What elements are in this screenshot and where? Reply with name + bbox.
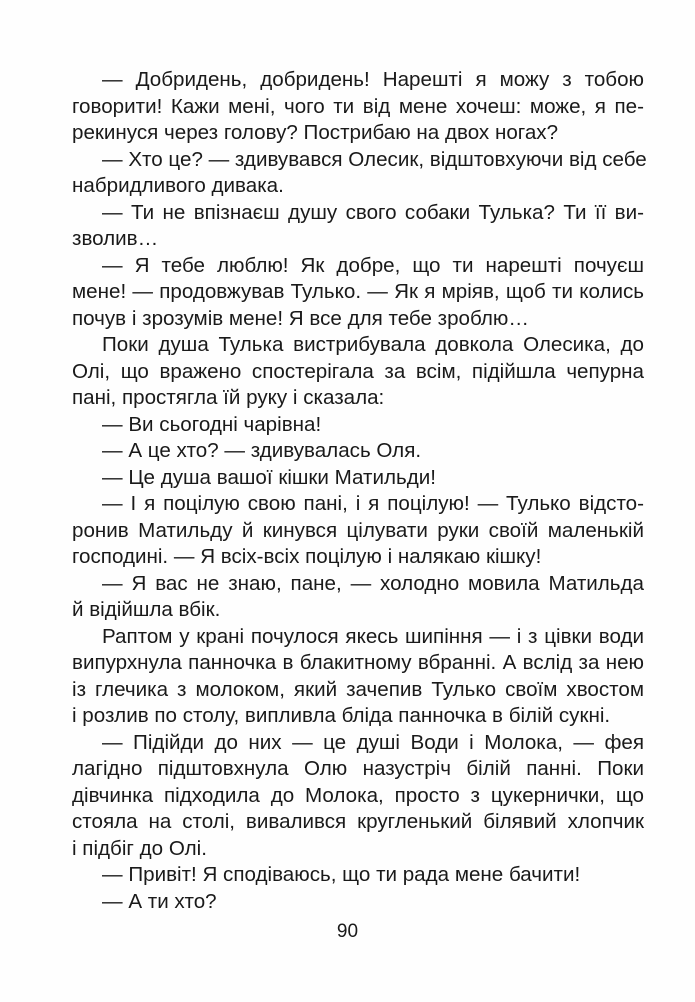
text-line: — Ви сьогодні чарівна! xyxy=(102,412,322,436)
text-line: — Хто це? — здивувався Олесик, відштовхуючи від себе xyxy=(102,147,647,171)
text-line: почув і зрозумів мене! Я все для тебе зроблю… xyxy=(72,306,529,330)
text-line: — І я поцілую свою пані, і я поцілую! — Тулько відсто- xyxy=(102,492,644,515)
text-line: дівчинка підходила до Молока, просто з цукернички, що xyxy=(72,783,644,807)
text-line: рекинуся через голову? Пострибаю на двох ногах? xyxy=(72,121,559,144)
text-line: — Це душа вашої кішки Матильди! xyxy=(102,465,436,489)
page-number: 90 xyxy=(336,921,359,942)
text-line: ронив Матильду й кинувся цілувати руки своїй маленькій xyxy=(72,518,644,542)
text-line: — Я вас не знаю, пане, — холодно мовила Матильда xyxy=(102,571,644,595)
text-line: — Підійди до них — це душі Води і Молока, — фея xyxy=(102,730,644,754)
text-line: стояла на столі, вивалився кругленький білявий хлопчик xyxy=(72,810,644,833)
text-line: й відійшла вбік. xyxy=(72,598,221,621)
text-line: — Добридень, добридень! Нарешті я можу з тобою xyxy=(102,68,644,91)
text-line: — Привіт! Я сподіваюсь, що ти рада мене бачити! xyxy=(102,863,581,886)
text-line: Олі, що вражено спостерігала за всім, підійшла чепурна xyxy=(72,359,644,383)
text-line: Поки душа Тулька вистрибувала довкола Олесика, до xyxy=(102,333,644,356)
text-line: Раптом у крані почулося якесь шипіння — і з цівки води xyxy=(102,624,644,648)
text-line: випурхнула панночка в блакитному вбранні. А вслід за нею xyxy=(72,651,644,674)
text-line: — Я тебе люблю! Як добре, що ти нарешті почуєш xyxy=(102,253,644,277)
text-line: — А ти хто? xyxy=(102,889,217,913)
text-line: набридливого дивака. xyxy=(72,174,284,197)
page-text xyxy=(72,67,647,915)
text-line: — А це хто? — здивувалась Оля. xyxy=(102,439,422,462)
text-line: зволив… xyxy=(72,227,159,250)
text-line: господині. — Я всіх-всіх поцілую і налякаю кішку! xyxy=(72,545,542,568)
text-line: лагідно підштовхнула Олю назустріч білій панні. Поки xyxy=(72,757,644,780)
text-line: мене! — продовжував Тулько. — Як я мріяв, щоб ти колись xyxy=(72,280,644,303)
text-line: і підбіг до Олі. xyxy=(72,836,207,860)
text-line: із глечика з молоком, який зачепив Тулько своїм хвостом xyxy=(72,677,644,701)
text-line: — Ти не впізнаєш душу свого собаки Тулька? Ти її ви- xyxy=(102,200,644,224)
text-line: пані, простягла їй руку і сказала: xyxy=(72,386,385,409)
text-line: говорити! Кажи мені, чого ти від мене хочеш: може, я пе- xyxy=(72,94,644,118)
text-line: і розлив по столу, випливла бліда панночка в білій сукні. xyxy=(72,704,611,727)
